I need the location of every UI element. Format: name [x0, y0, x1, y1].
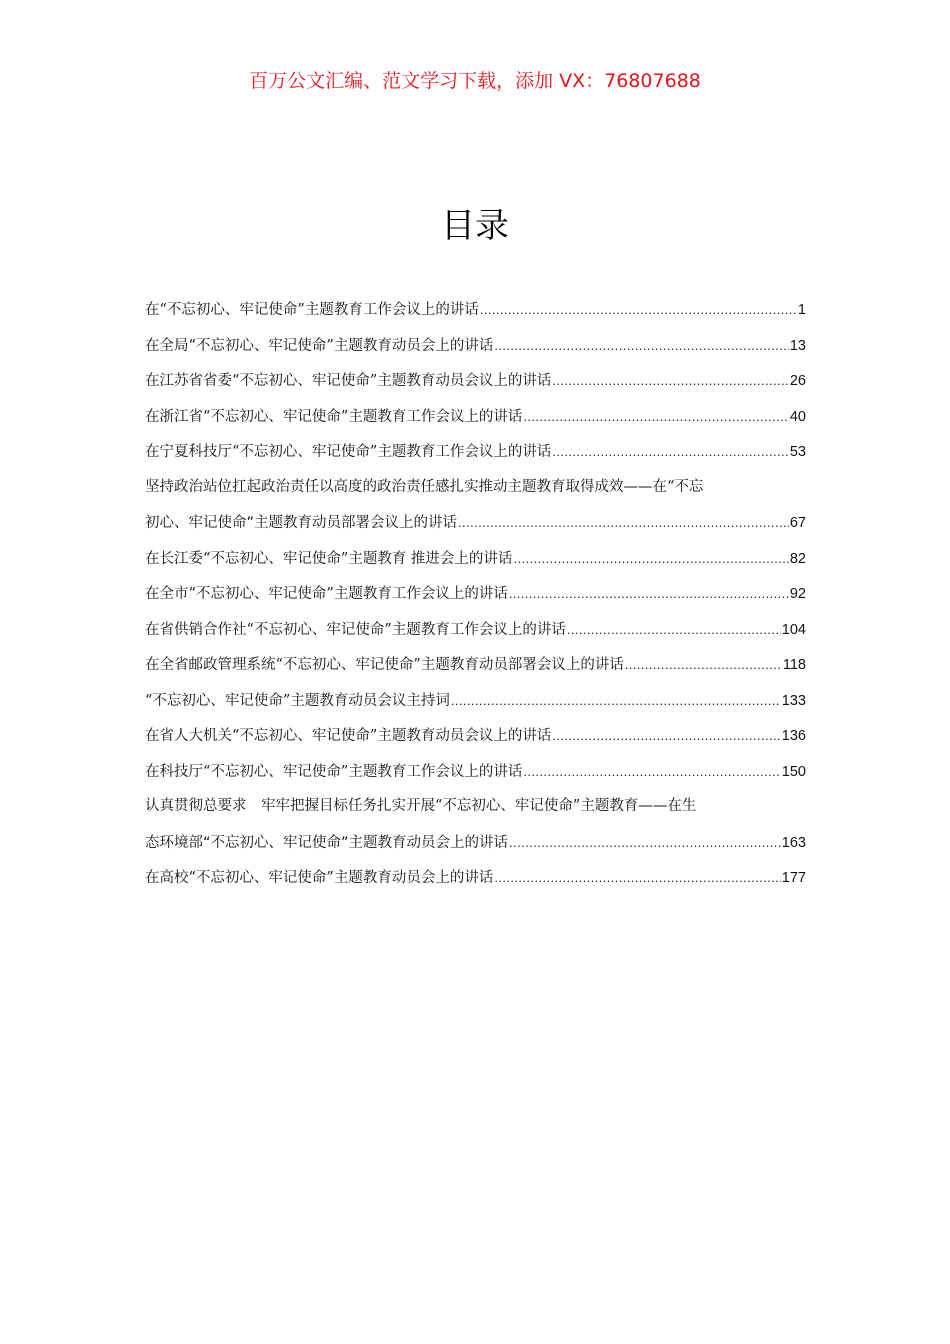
toc-entry[interactable] [145, 647, 806, 683]
dot-leader [494, 860, 780, 896]
dot-leader [480, 292, 797, 328]
toc-entry[interactable] [145, 860, 806, 896]
toc-entry[interactable] [145, 612, 806, 648]
dot-leader [552, 718, 780, 754]
toc-page-number: 53 [789, 444, 806, 460]
header-banner: 百万公文汇编、范文学习下载，添加 VX：76807688 [249, 70, 701, 92]
dot-leader [494, 328, 789, 364]
toc-entry-title: 在江苏省省委“不忘初心、牢记使命”主题教育动员会议上的讲话 [145, 373, 552, 389]
dot-leader [451, 683, 781, 719]
toc-entry[interactable] [145, 718, 806, 754]
toc-page-number: 118 [782, 657, 806, 673]
toc-entry-title: 在宁夏科技厅“不忘初心、牢记使命”主题教育工作会议上的讲话 [145, 444, 552, 460]
toc-page-number: 150 [781, 763, 806, 780]
toc-entry-title-line-1: 认真贯彻总要求 牢牢把握目标任务扎实开展“不忘初心、牢记使命”主题教育——在生 [145, 798, 697, 814]
toc-page-number: 163 [781, 834, 806, 851]
toc-entry[interactable] [145, 683, 806, 719]
dot-leader [625, 647, 782, 683]
toc-page-number: 92 [789, 586, 806, 602]
toc-entry-title: 在省供销合作社“不忘初心、牢记使命”主题教育工作会议上的讲话 [145, 621, 566, 638]
toc-page-number: 82 [789, 550, 806, 567]
dot-leader [552, 363, 789, 399]
toc-page-number: 40 [789, 408, 806, 425]
toc-entry-title: 在全省邮政管理系统“不忘初心、牢记使命”主题教育动员部署会议上的讲话 [145, 657, 624, 673]
toc-entry-title-line-2: 态环境部“不忘初心、牢记使命”主题教育动员会上的讲话 [145, 834, 509, 851]
toc-page-number: 26 [789, 373, 806, 389]
dot-leader [552, 434, 789, 470]
toc-entry[interactable] [145, 363, 806, 399]
toc-entry[interactable] [145, 576, 806, 612]
toc-page-number: 177 [781, 870, 806, 886]
toc-entry-title: 在科技厅“不忘初心、牢记使命”主题教育工作会议上的讲话 [145, 763, 523, 780]
toc-entry[interactable] [145, 434, 806, 470]
toc-entry[interactable] [145, 789, 806, 860]
toc-page-number: 133 [781, 692, 806, 709]
toc-page-number: 13 [789, 337, 806, 354]
toc-entry-title: 在省人大机关“不忘初心、牢记使命”主题教育动员会议上的讲话 [145, 728, 552, 744]
toc-entry[interactable] [145, 399, 806, 435]
dot-leader [523, 754, 780, 790]
toc-entry-title-line-2: 初心、牢记使命”主题教育动员部署会议上的讲话 [145, 515, 458, 531]
dot-leader [567, 612, 781, 648]
toc-entry-title: 在浙江省“不忘初心、牢记使命”主题教育工作会议上的讲话 [145, 408, 523, 425]
toc-entry-title: 在全市“不忘初心、牢记使命”主题教育工作会议上的讲话 [145, 586, 508, 602]
toc-entry-title: 在高校“不忘初心、牢记使命”主题教育动员会上的讲话 [145, 870, 494, 886]
toc-entry-title: “不忘初心、牢记使命”主题教育动员会议主持词 [145, 692, 450, 709]
dot-leader [513, 541, 788, 577]
toc-page-number: 104 [781, 621, 806, 638]
dot-leader [509, 825, 781, 861]
toc-entry[interactable] [145, 754, 806, 790]
toc-entry[interactable] [145, 292, 806, 328]
toc-entry-title: 在长江委“不忘初心、牢记使命”主题教育 推进会上的讲话 [145, 550, 513, 567]
toc-entry-title-line-1: 坚持政治站位扛起政治责任以高度的政治责任感扎实推动主题教育取得成效——在“不忘 [145, 478, 704, 495]
dot-leader [509, 576, 789, 612]
toc-page-number: 1 [797, 302, 806, 318]
toc-entry[interactable] [145, 470, 806, 541]
dot-leader [458, 505, 789, 541]
table-of-contents [145, 292, 806, 896]
page-title: 目录 [441, 206, 509, 246]
toc-entry-title: 在“不忘初心、牢记使命”主题教育工作会议上的讲话 [145, 302, 479, 318]
dot-leader [523, 399, 789, 435]
toc-entry[interactable] [145, 328, 806, 364]
toc-entry-title: 在全局“不忘初心、牢记使命”主题教育动员会上的讲话 [145, 337, 494, 354]
toc-entry[interactable] [145, 541, 806, 577]
toc-page-number: 67 [789, 515, 806, 531]
toc-page-number: 136 [781, 728, 806, 744]
